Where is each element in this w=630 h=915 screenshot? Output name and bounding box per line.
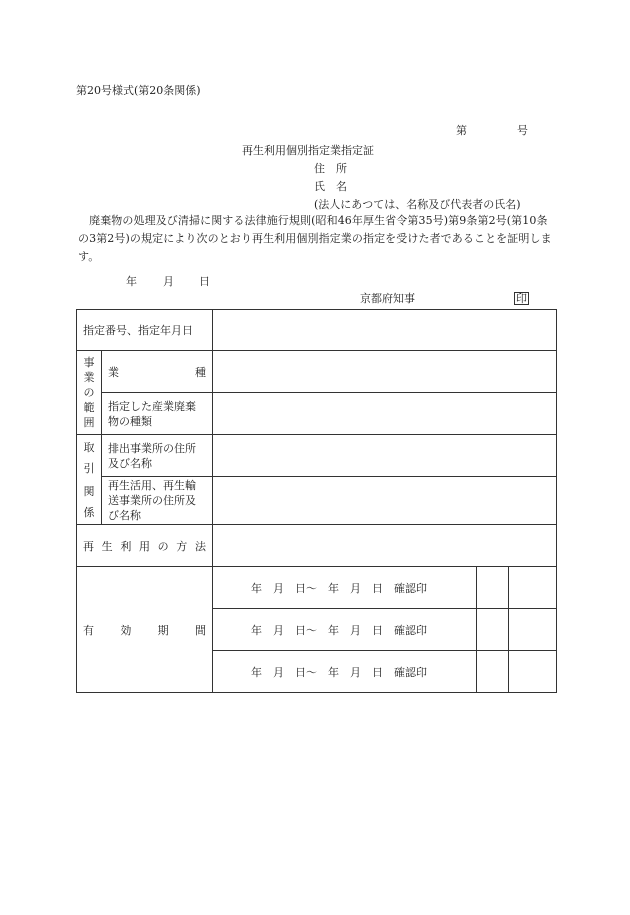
validity-period-3: 年 月 日〜 年 月 日 確認印: [213, 651, 477, 693]
recycling-site-label: 再生活用、再生輸送事業所の住所及び名称: [102, 477, 213, 525]
certificate-number-prefix: 第: [456, 124, 467, 137]
designation-row: [77, 310, 557, 351]
waste-type-label: 指定した産業廃棄物の種類: [102, 393, 213, 435]
validity-stamp-3b[interactable]: [509, 651, 557, 693]
validity-stamp-2a[interactable]: [477, 609, 509, 651]
validity-stamp-1b[interactable]: [509, 567, 557, 609]
validity-stamp-3a[interactable]: [477, 651, 509, 693]
discharge-site-value[interactable]: [213, 435, 557, 477]
validity-period-2: 年 月 日〜 年 月 日 確認印: [213, 609, 477, 651]
recycling-site-value[interactable]: [213, 477, 557, 525]
business-type-label: 業 種: [102, 351, 213, 393]
date-year: 年: [126, 275, 137, 288]
validity-row-1: [77, 567, 557, 609]
validity-stamp-1a[interactable]: [477, 567, 509, 609]
form-number: 第20号様式(第20条関係): [76, 84, 201, 97]
recycling-method-row: [77, 525, 557, 567]
certification-body: 廃棄物の処理及び清掃に関する法律施行規則(昭和46年厚生省令第35号)第9条第2号(第10条の3第2号)の規定により次のとおり再生利用個別指定業の指定を受けた者であることを証明します。: [78, 214, 552, 263]
waste-type-value[interactable]: [213, 393, 557, 435]
designation-table: [76, 309, 557, 693]
recycling-site-row: [77, 477, 557, 525]
business-type-row: [77, 351, 557, 393]
discharge-site-row: [77, 435, 557, 477]
certificate-title: 再生利用個別指定業指定証: [242, 144, 374, 157]
corporate-note: (法人にあつては、名称及び代表者の氏名): [314, 198, 521, 211]
transaction-group-label: 取 引 関 係: [77, 435, 102, 525]
issuer: 京都府知事: [360, 292, 415, 305]
designation-value[interactable]: [213, 310, 557, 351]
validity-period-1: 年 月 日〜 年 月 日 確認印: [213, 567, 477, 609]
business-type-value[interactable]: [213, 351, 557, 393]
date-month: 月: [163, 275, 174, 288]
waste-type-row: [77, 393, 557, 435]
certificate-number-suffix: 号: [517, 124, 528, 137]
name-label: 氏 名: [314, 180, 347, 193]
seal-mark: 印: [516, 292, 527, 305]
date-day: 日: [199, 275, 210, 288]
designation-label: 指定番号、指定年月日: [77, 310, 213, 351]
validity-label: 有 効 期 間: [77, 567, 213, 693]
address-label: 住 所: [314, 162, 347, 175]
recycling-method-label: 再 生 利 用 の 方 法: [77, 525, 213, 567]
scope-group-label: 事 業 の 範 囲: [77, 351, 102, 435]
discharge-site-label: 排出事業所の住所及び名称: [102, 435, 213, 477]
recycling-method-value[interactable]: [213, 525, 557, 567]
validity-stamp-2b[interactable]: [509, 609, 557, 651]
